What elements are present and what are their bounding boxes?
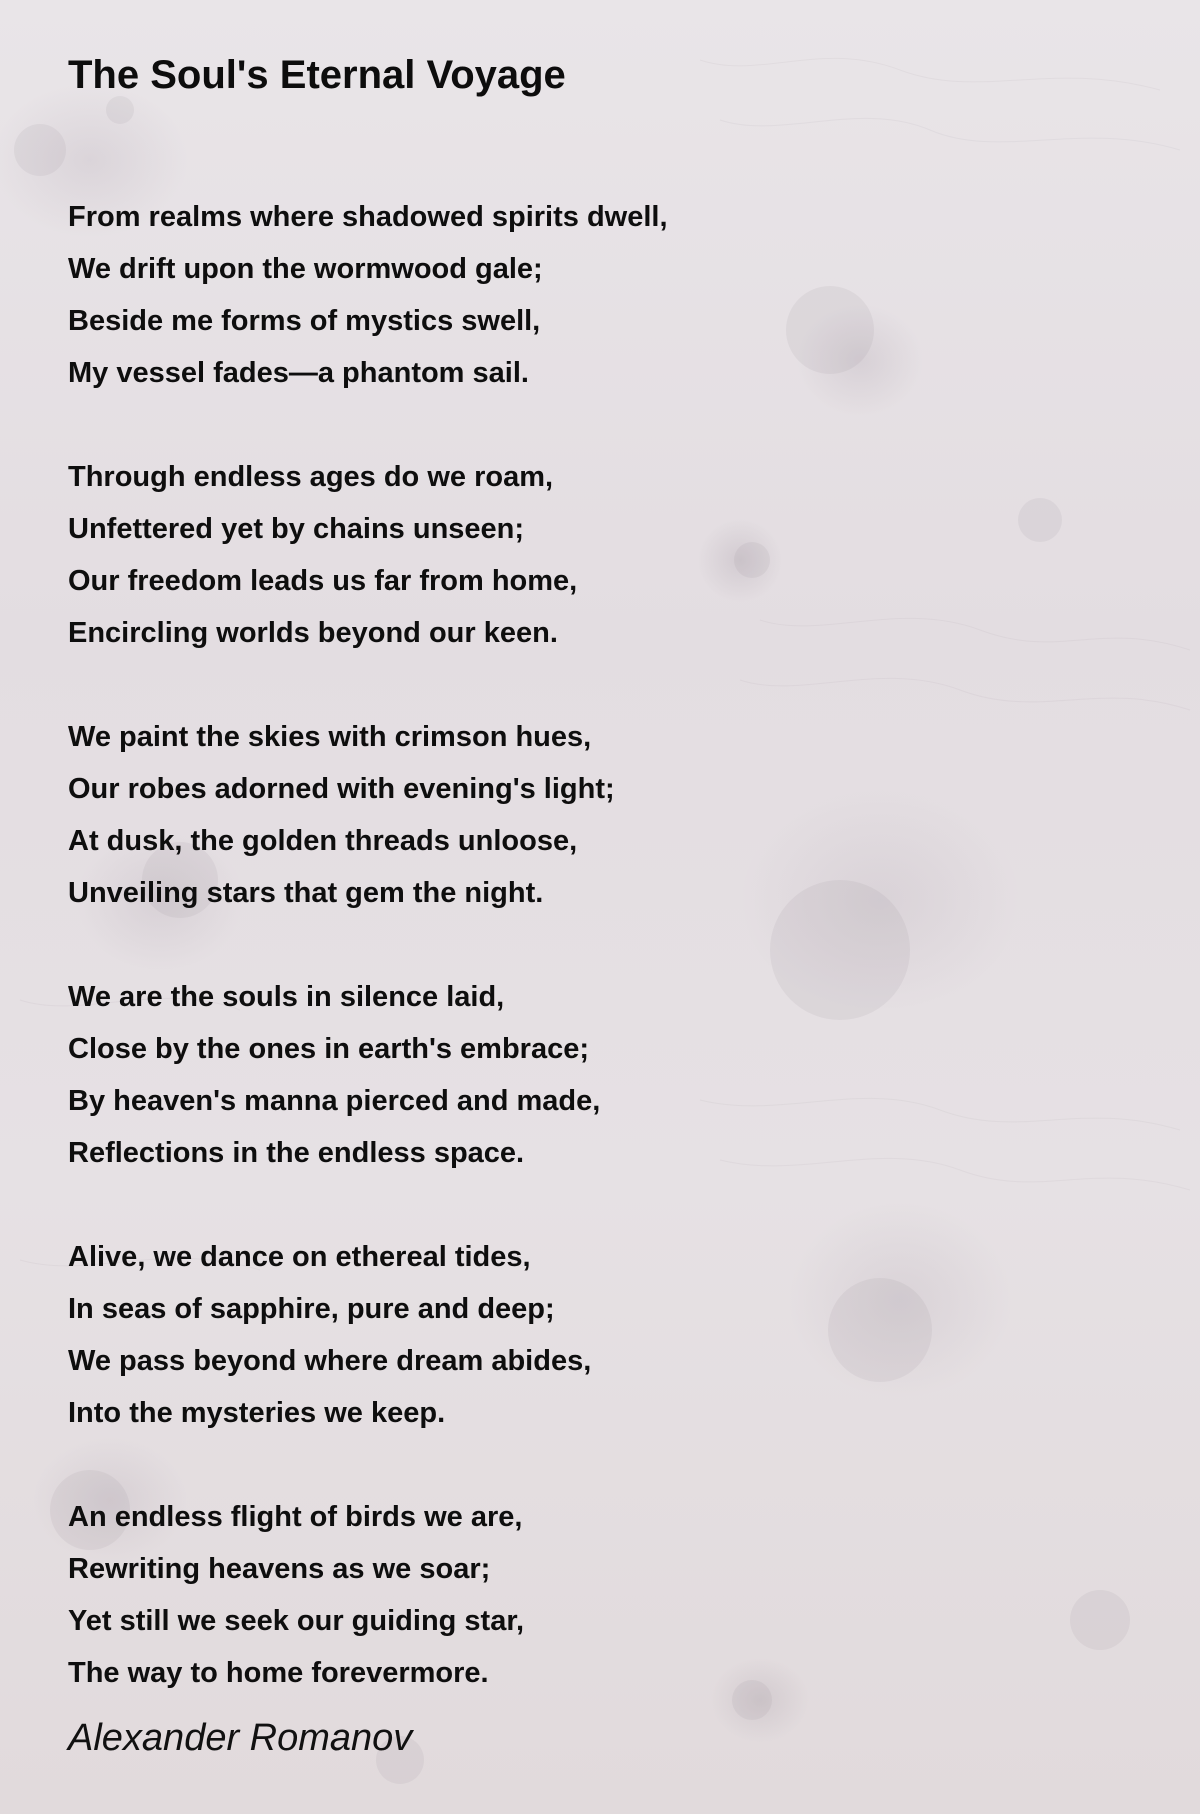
poem-title: The Soul's Eternal Voyage	[68, 53, 566, 97]
poem-line: We paint the skies with crimson hues,	[68, 721, 592, 753]
poem-line: Alive, we dance on ethereal tides,	[68, 1241, 531, 1273]
poem-line: Through endless ages do we roam,	[68, 461, 554, 493]
poem-line: Unveiling stars that gem the night.	[68, 877, 544, 909]
stanza-6	[68, 1491, 1128, 1699]
stanza-1	[68, 191, 1128, 399]
poem-line: Into the mysteries we keep.	[68, 1397, 446, 1429]
poem-line: By heaven's manna pierced and made,	[68, 1085, 601, 1117]
poem-line: At dusk, the golden threads unloose,	[68, 825, 578, 857]
poem-line: Reflections in the endless space.	[68, 1137, 525, 1169]
poem-body	[68, 191, 1128, 1699]
poem-line: Yet still we seek our guiding star,	[68, 1605, 525, 1637]
poem-line: Unfettered yet by chains unseen;	[68, 513, 525, 545]
stanza-4	[68, 971, 1128, 1179]
poem-line: My vessel fades—a phantom sail.	[68, 357, 529, 389]
poem-line: The way to home forevermore.	[68, 1657, 489, 1689]
poem-line: In seas of sapphire, pure and deep;	[68, 1293, 555, 1325]
poem-line: Beside me forms of mystics swell,	[68, 305, 541, 337]
poem-line: Our robes adorned with evening's light;	[68, 773, 615, 805]
poem-line: We pass beyond where dream abides,	[68, 1345, 592, 1377]
stanza-3	[68, 711, 1128, 919]
poem-line: We are the souls in silence laid,	[68, 981, 505, 1013]
poem-line: Our freedom leads us far from home,	[68, 565, 578, 597]
poem-line: We drift upon the wormwood gale;	[68, 253, 543, 285]
poem-author: Alexander Romanov	[68, 1717, 413, 1759]
poem-line: Encircling worlds beyond our keen.	[68, 617, 558, 649]
poem-container	[68, 44, 1128, 1751]
poem-line: An endless flight of birds we are,	[68, 1501, 523, 1533]
stanza-5	[68, 1231, 1128, 1439]
poem-line: From realms where shadowed spirits dwell,	[68, 201, 668, 233]
poem-line: Rewriting heavens as we soar;	[68, 1553, 491, 1585]
poem-line: Close by the ones in earth's embrace;	[68, 1033, 590, 1065]
stanza-2	[68, 451, 1128, 659]
